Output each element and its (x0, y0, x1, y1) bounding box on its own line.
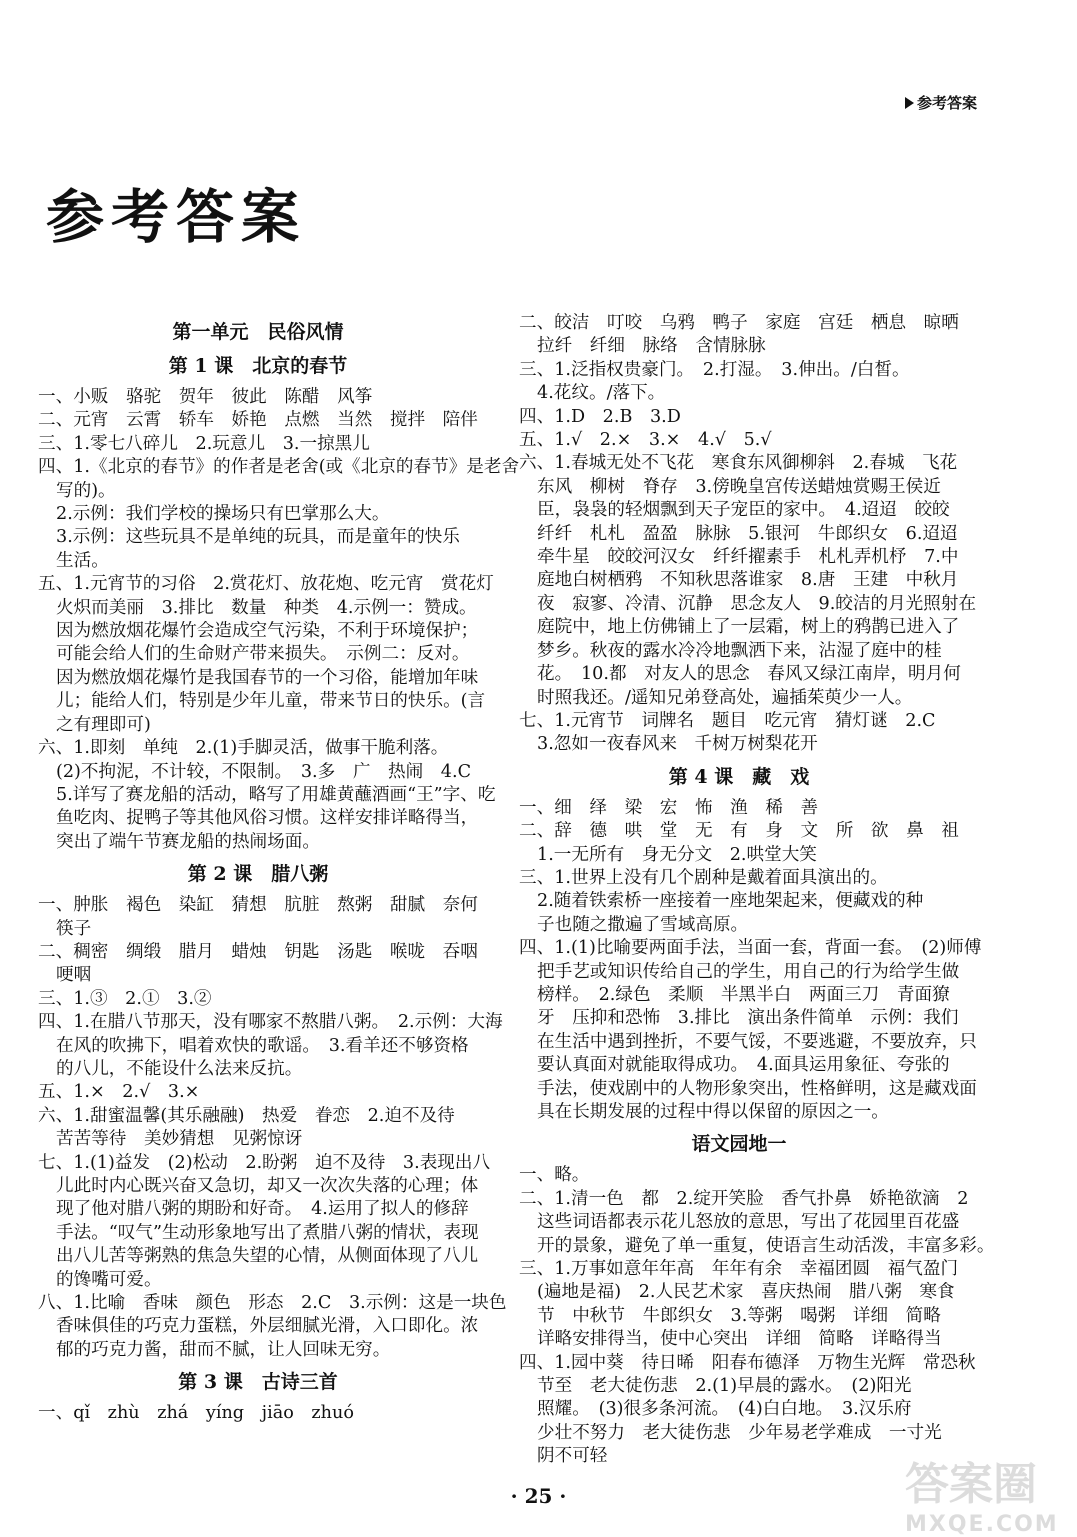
section-heading: 第 4 课 藏 戏 (668, 765, 810, 788)
answer-line: 儿此时内心既兴奋又急切，却又一次次失落的心理；体 (56, 1176, 479, 1196)
answer-line: 5.详写了赛龙船的活动，略写了用雄黄蘸酒画“王”字、吃 (56, 784, 496, 805)
answer-line: 1.一无所有 身无分文 2.哄堂大笑 (537, 844, 817, 865)
answer-line: 3.示例：这些玩具不是单纯的玩具，而是童年的快乐 (56, 527, 460, 548)
answer-line: 二、元宵 云霄 轿车 娇艳 点燃 当然 搅拌 陪伴 (38, 410, 478, 431)
answer-line: 四、1.D 2.B 3.D (519, 406, 681, 427)
answer-line: 榜样。 2.绿色 柔顺 半黑半白 两面三刀 青面獠 (537, 984, 950, 1005)
running-header (905, 92, 977, 113)
answer-line: 在风的吹拂下，唱着欢快的歌谣。 3.看羊还不够资格 (56, 1035, 469, 1056)
answer-line: 四、1.(1)比喻要两面手法，当面一套，背面一套。 (2)师傅 (519, 938, 982, 959)
watermark-bottom: MXQE.COM (905, 1512, 1059, 1537)
answer-line: 筷子 (56, 918, 92, 939)
answer-line: 梦乡。秋夜的露水冷冷地飘洒下来，沾湿了庭中的桂 (537, 640, 942, 661)
answer-line: 儿；能给人们，特别是少年儿童，带来节日的快乐。(言 (56, 691, 486, 712)
answer-line: 六、1.甜蜜温馨(其乐融融) 热爱 眷恋 2.迫不及待 (38, 1105, 455, 1126)
answer-line: 可能会给人们的生命财产带来损失。 示例二：反对。 (56, 644, 470, 665)
watermark-logo (905, 1448, 1065, 1537)
answer-line: 要认真面对就能取得成功。 4.面具运用象征、夸张的 (537, 1055, 950, 1076)
answer-line: 牙 压抑和恐怖 3.排比 演出条件简单 示例：我们 (537, 1008, 959, 1029)
answer-line: 三、1.世界上没有几个剧种是戴着面具演出的。 (519, 867, 888, 888)
answer-line: 一、肿胀 褐色 染缸 猜想 肮脏 熬粥 甜腻 奈何 (38, 895, 478, 916)
answer-line: 拉纤 纤细 脉络 含情脉脉 (537, 336, 766, 357)
answer-line: 七、1.元宵节 词牌名 题目 吃元宵 猜灯谜 2.C (519, 710, 936, 731)
answer-line: 六、1.即刻 单纯 2.(1)手脚灵活，做事干脆利落。 (38, 738, 449, 759)
answer-line: 手法，使戏剧中的人物形象突出，性格鲜明，这是藏戏面 (537, 1078, 977, 1099)
answer-line: 详略安排得当，使中心突出 详细 简略 详略得当 (537, 1329, 942, 1350)
answer-line: (遍地是福) 2.人民艺术家 喜庆热闹 腊八粥 寒食 (537, 1282, 955, 1303)
answer-line: 一、小贩 骆驼 贺年 彼此 陈醋 风筝 (38, 387, 373, 407)
answer-line: 开的景象，避免了单一重复，使语言生动活泼，丰富多彩。 (537, 1235, 995, 1256)
running-header-label: 参考答案 (916, 94, 977, 112)
answer-line: 四、1.园中葵 待日晞 阳春布德泽 万物生光辉 常恐秋 (519, 1352, 976, 1373)
answer-line: 手法。“叹气”生动形象地写出了煮腊八粥的情状，表现 (56, 1222, 479, 1243)
answer-line: 3.忽如一夜春风来 千树万树梨花开 (537, 734, 818, 755)
answer-line: 三、1.万事如意年年高 年年有余 幸福团圆 福气盈门 (519, 1259, 959, 1280)
answer-line: 出八儿苦等粥熟的焦急失望的心情，从侧面体现了八儿 (56, 1246, 479, 1267)
answer-line: 五、1.元宵节的习俗 2.赏花灯、放花炮、吃元宵 赏花灯 (38, 574, 494, 595)
answer-line: 东风 柳树 脊存 3.傍晚皇宫传送蜡烛赏赐王侯近 (537, 476, 941, 497)
answer-line: (2)不拘泥，不计较，不限制。 3.多 广 热闹 4.C (56, 761, 472, 782)
section-heading: 第 1 课 北京的春节 (168, 355, 348, 377)
answer-line: 具在长期发展的过程中得以保留的原因之一。 (537, 1102, 889, 1122)
answer-line: 因为燃放烟花爆竹会造成空气污染，不利于环境保护； (56, 621, 479, 642)
answer-line: 哽咽 (56, 965, 92, 986)
answer-line: 时照我还。/遥知兄弟登高处，遍插茱萸少一人。 (537, 687, 913, 708)
answer-line: 一、细 绎 梁 宏 怖 渔 稀 善 (519, 797, 819, 818)
page-title: 参考答案 (46, 183, 307, 251)
answer-line: 牵牛星 皎皎河汉女 纤纤擢素手 札札弄机杼 7.中 (537, 547, 959, 568)
answer-line: 节 中秋节 牛郎织女 3.等粥 喝粥 详细 简略 (537, 1305, 941, 1326)
watermark-top: 答案圈 (905, 1459, 1037, 1510)
answer-line: 鱼吃肉、捉鸭子等其他风俗习惯。这样安排详略得当， (56, 808, 479, 829)
answer-line: 臣，袅袅的轻烟飘到天子宠臣的家中。 4.迢迢 皎皎 (537, 500, 950, 521)
answer-line: 郁的巧克力酱，甜而不腻，让人回味无穷。 (56, 1339, 391, 1360)
answer-line: 七、1.(1)益发 (2)松动 2.盼粥 迫不及待 3.表现出八 (38, 1152, 491, 1173)
answer-line: 阴不可轻 (537, 1446, 608, 1467)
answer-line: 子也随之撒遍了雪域高原。 (537, 914, 749, 935)
answer-line: 三、1.③ 2.① 3.② (38, 988, 212, 1009)
section-heading: 第 3 课 古诗三首 (178, 1371, 338, 1394)
page-number: · 25 · (510, 1484, 567, 1508)
answer-line: 节至 老大徒伤悲 2.(1)早晨的露水。 (2)阳光 (537, 1376, 912, 1397)
answer-line: 之有理即可) (56, 714, 151, 735)
answer-line: 的八儿，不能设什么法来反抗。 (56, 1058, 303, 1079)
answer-line: 苦苦等待 美妙猜想 见粥惊讶 (56, 1129, 303, 1150)
answer-line: 二、皎洁 叮咬 乌鸦 鸭子 家庭 宫廷 栖息 晾晒 (519, 313, 959, 333)
answer-line: 二、1.清一色 都 2.绽开笑脸 香气扑鼻 娇艳欲滴 2 (519, 1188, 969, 1209)
answer-line: 2.随着铁索桥一座接着一座地架起来，便藏戏的种 (537, 891, 924, 912)
answer-line: 现了他对腊八粥的期盼和好奇。 4.运用了拟人的修辞 (56, 1199, 469, 1220)
answer-line: 生活。 (56, 550, 109, 571)
answer-line: 照耀。 (3)很多条河流。 (4)白白地。 3.汉乐府 (537, 1399, 912, 1420)
answer-line: 五、1.× 2.√ 3.× (38, 1082, 200, 1103)
answer-line: 二、稠密 绸缎 腊月 蜡烛 钥匙 汤匙 喉咙 吞咽 (38, 941, 478, 962)
answer-line: 四、1.《北京的春节》的作者是老舍(或《北京的春节》是老舍 (38, 457, 520, 478)
answer-line: 八、1.比喻 香味 颜色 形态 2.C 3.示例：这是一块色 (38, 1293, 507, 1314)
answer-line: 四、1.在腊八节那天，没有哪家不熬腊八粥。 2.示例：大海 (38, 1012, 503, 1033)
answer-line: 六、1.春城无处不飞花 寒食东风御柳斜 2.春城 飞花 (519, 453, 958, 474)
answer-line: 夜 寂寥、冷清、沉静 思念友人 9.皎洁的月光照射在 (537, 593, 977, 614)
answer-line: 一、qǐ zhù zhá yíng jiāo zhuó (38, 1403, 354, 1424)
answer-line: 4.花纹。/落下。 (537, 383, 666, 404)
answer-line: 2.示例：我们学校的操场只有巴掌那么大。 (56, 504, 390, 525)
answer-line: 的馋嘴可爱。 (56, 1269, 162, 1290)
answer-line: 这些词语都表示花儿怒放的意思，写出了花园里百花盛 (537, 1212, 960, 1233)
answer-line: 二、辞 德 哄 堂 无 有 身 文 所 欲 鼻 祖 (519, 821, 959, 842)
answer-line: 一、略。 (519, 1165, 590, 1186)
answer-line: 火炽而美丽 3.排比 数量 种类 4.示例一：赞成。 (56, 597, 477, 618)
answer-line: 少壮不努力 老大徒伤悲 少年易老学难成 一寸光 (537, 1422, 942, 1443)
answer-line: 庭地白树栖鸦 不知秋思落谁家 8.唐 王建 中秋月 (537, 570, 959, 591)
section-heading: 语文园地一 (691, 1133, 787, 1156)
right-column (519, 312, 995, 1469)
triangle-icon (905, 97, 914, 109)
answer-line: 突出了端午节赛龙船的热闹场面。 (56, 831, 320, 852)
answer-line: 写的)。 (56, 480, 116, 501)
answer-line: 把手艺或知识传给自己的学生，用自己的行为给学生做 (537, 961, 960, 982)
answer-line: 花。 10.都 对友人的思念 春风又绿江南岸，明月何 (537, 664, 961, 685)
answer-line: 三、1.泛指权贵豪门。 2.打湿。 3.伸出。/白皙。 (519, 359, 910, 380)
answer-line: 五、1.√ 2.× 3.× 4.√ 5.√ (519, 430, 772, 451)
answer-line: 因为燃放烟花爆竹是我国春节的一个习俗，能增加年味 (56, 667, 479, 688)
answer-line: 纤纤 札札 盈盈 脉脉 5.银河 牛郎织女 6.迢迢 (537, 523, 958, 544)
answer-line: 在生活中遇到挫折，不要气馁，不要逃避，不要放弃，只 (537, 1031, 977, 1052)
answer-line: 三、1.零七八碎儿 2.玩意儿 3.一掠黑儿 (38, 433, 370, 454)
answer-line: 香味俱佳的巧克力蛋糕，外层细腻光滑，入口即化。浓 (56, 1316, 479, 1337)
left-column (38, 312, 520, 1426)
answer-line: 庭院中，地上仿佛铺上了一层霜，树上的鸦鹊已进入了 (537, 617, 960, 638)
section-heading: 第一单元 民俗风情 (172, 321, 344, 343)
section-heading: 第 2 课 腊八粥 (187, 863, 329, 886)
